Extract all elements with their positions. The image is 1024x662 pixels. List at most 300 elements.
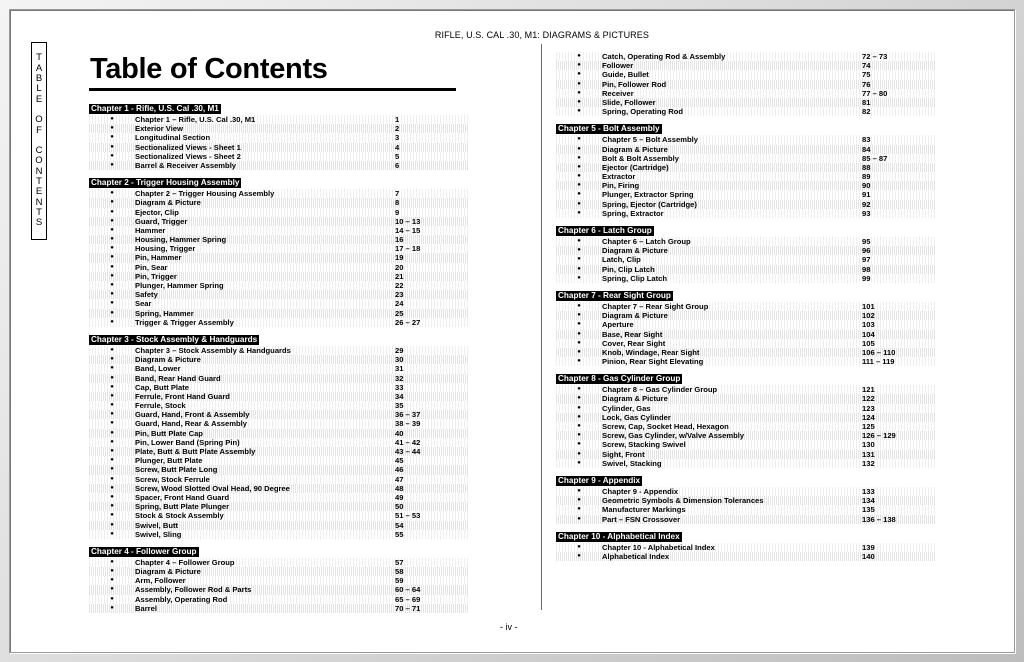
toc-entry[interactable] xyxy=(89,217,469,226)
toc-entry[interactable] xyxy=(556,515,936,524)
toc-entry-label: Lock, Gas Cylinder xyxy=(602,412,671,422)
toc-entry-label: Assembly, Operating Rod xyxy=(135,594,228,604)
toc-entry[interactable] xyxy=(89,226,469,235)
toc-entry[interactable] xyxy=(556,385,936,394)
toc-entry[interactable] xyxy=(89,585,469,594)
toc-entry-page: 126 – 129 xyxy=(862,431,896,441)
side-tab-letter: S xyxy=(35,217,43,229)
bullet-icon: ● xyxy=(110,493,114,500)
bullet-icon: ● xyxy=(110,448,114,454)
bullet-icon: ● xyxy=(110,466,114,473)
bullet-icon: ● xyxy=(577,98,581,105)
toc-entry-label: Pinion, Rear Sight Elevating xyxy=(602,357,704,367)
toc-entry[interactable] xyxy=(556,496,936,505)
bullet-icon: ● xyxy=(577,247,581,254)
bullet-icon: ● xyxy=(577,182,581,189)
toc-entry[interactable] xyxy=(556,459,936,468)
toc-entry-page: 75 xyxy=(862,70,871,80)
toc-entry[interactable] xyxy=(556,348,936,357)
toc-entry[interactable] xyxy=(89,189,469,198)
toc-entry[interactable] xyxy=(89,530,469,539)
toc-entry[interactable] xyxy=(556,552,936,561)
toc-entry[interactable] xyxy=(556,190,936,199)
toc-entry-page: 19 xyxy=(395,253,404,263)
toc-entry-page: 36 – 37 xyxy=(395,410,421,420)
toc-entry[interactable] xyxy=(556,70,936,79)
chapter-heading[interactable]: Chapter 5 - Bolt Assembly xyxy=(558,124,660,134)
bullet-icon: ● xyxy=(577,312,581,319)
toc-entry[interactable] xyxy=(89,493,469,502)
side-tab-letter: B xyxy=(35,73,43,85)
bullet-icon: ● xyxy=(577,163,581,170)
bullet-icon: ● xyxy=(577,395,581,402)
toc-entry-label: Pin, Firing xyxy=(602,181,640,191)
toc-entry-page: 77 – 80 xyxy=(862,88,888,98)
toc-entry-page: 25 xyxy=(395,308,404,318)
chapter-section xyxy=(89,547,469,613)
toc-entry-label: Aperture xyxy=(602,320,634,330)
toc-entry-page: 29 xyxy=(395,345,404,355)
bullet-icon: ● xyxy=(577,145,581,152)
toc-entry-page: 50 xyxy=(395,502,404,512)
toc-entry-page: 132 xyxy=(862,458,875,468)
toc-entry-label: Trigger & Trigger Assembly xyxy=(135,317,234,327)
toc-entry[interactable] xyxy=(89,419,469,428)
toc-entry-page: 35 xyxy=(395,401,404,411)
toc-entry[interactable] xyxy=(89,208,469,217)
page-number: - iv - xyxy=(500,622,518,632)
chapter-section xyxy=(556,226,936,283)
toc-entry[interactable] xyxy=(89,595,469,604)
chapter-heading[interactable]: Chapter 2 - Trigger Housing Assembly xyxy=(91,178,240,188)
toc-entry-page: 6 xyxy=(395,160,400,170)
toc-entry-label: Chapter 4 – Follower Group xyxy=(135,557,235,567)
toc-entry-page: 8 xyxy=(395,198,400,208)
toc-right-column xyxy=(556,52,936,569)
bullet-icon: ● xyxy=(110,116,114,122)
toc-entry-label: Spring, Ejector (Cartridge) xyxy=(602,199,697,209)
toc-entry-page: 34 xyxy=(395,391,404,401)
toc-entry-label: Spring, Hammer xyxy=(135,308,194,318)
toc-entry-label: Swivel, Stacking xyxy=(602,458,662,468)
toc-entry-page: 48 xyxy=(395,483,404,493)
toc-entry-page: 122 xyxy=(862,394,875,404)
chapter-section xyxy=(89,335,469,539)
bullet-icon: ● xyxy=(577,200,581,207)
toc-entry-page: 93 xyxy=(862,208,871,218)
chapter-heading[interactable]: Chapter 3 - Stock Assembly & Handguards xyxy=(91,334,258,344)
toc-entry[interactable] xyxy=(89,152,469,161)
toc-entry-page: 49 xyxy=(395,492,404,502)
toc-entry-label: Diagram & Picture xyxy=(135,198,201,208)
bullet-icon: ● xyxy=(577,404,581,411)
toc-entry[interactable] xyxy=(89,133,469,142)
bullet-icon: ● xyxy=(110,365,114,372)
toc-entry[interactable] xyxy=(556,61,936,70)
bullet-icon: ● xyxy=(577,89,581,96)
toc-entry-page: 106 – 110 xyxy=(862,347,896,357)
bullet-icon: ● xyxy=(110,568,114,575)
bullet-icon: ● xyxy=(577,413,581,420)
toc-entry-label: Ejector (Cartridge) xyxy=(602,162,669,172)
toc-entry-page: 74 xyxy=(862,61,871,71)
toc-entry-page: 85 – 87 xyxy=(862,153,888,163)
toc-entry-page: 101 xyxy=(862,301,875,311)
toc-entry-page: 10 – 13 xyxy=(395,216,421,226)
toc-entry-label: Chapter 9 - Appendix xyxy=(602,486,679,496)
toc-entry[interactable] xyxy=(89,355,469,364)
toc-entry[interactable] xyxy=(556,431,936,440)
bullet-icon: ● xyxy=(110,457,114,464)
toc-entry-label: Chapter 2 – Trigger Housing Assembly xyxy=(135,189,275,199)
bullet-icon: ● xyxy=(577,552,581,559)
toc-entry-label: Catch, Operating Rod & Assembly xyxy=(602,52,726,61)
toc-entry-page: 91 xyxy=(862,190,871,200)
toc-entry-label: Plunger, Extractor Spring xyxy=(602,190,694,200)
toc-entry-page: 76 xyxy=(862,79,871,89)
toc-entry-page: 4 xyxy=(395,142,400,152)
toc-entry-label: Chapter 8 – Gas Cylinder Group xyxy=(602,385,718,395)
toc-entry[interactable] xyxy=(89,374,469,383)
toc-entry[interactable] xyxy=(556,89,936,98)
chapter-heading[interactable]: Chapter 7 - Rear Sight Group xyxy=(558,290,671,300)
toc-entry-page: 32 xyxy=(395,373,404,383)
toc-entry-label: Plunger, Butt Plate xyxy=(135,456,203,466)
toc-entry[interactable] xyxy=(556,265,936,274)
toc-entry[interactable] xyxy=(556,172,936,181)
toc-entry-label: Safety xyxy=(135,290,158,300)
toc-entry-label: Spacer, Front Hand Guard xyxy=(135,492,230,502)
toc-entry-label: Assembly, Follower Rod & Parts xyxy=(135,585,252,595)
toc-entry-page: 98 xyxy=(862,264,871,274)
toc-entry[interactable] xyxy=(556,339,936,348)
toc-entry[interactable] xyxy=(89,299,469,308)
toc-entry-label: Band, Lower xyxy=(135,364,181,374)
bullet-icon: ● xyxy=(577,515,581,522)
toc-entry-label: Barrel & Receiver Assembly xyxy=(135,160,237,170)
toc-entry[interactable] xyxy=(89,401,469,410)
toc-entry[interactable] xyxy=(89,244,469,253)
bullet-icon: ● xyxy=(110,318,114,325)
toc-entry[interactable] xyxy=(556,145,936,154)
toc-entry[interactable] xyxy=(556,302,936,311)
toc-entry-page: 46 xyxy=(395,465,404,475)
toc-entry-label: Sectionalized Views - Sheet 1 xyxy=(135,142,241,152)
toc-entry-page: 43 – 44 xyxy=(395,447,421,456)
bullet-icon: ● xyxy=(110,309,114,316)
toc-entry[interactable] xyxy=(556,320,936,329)
toc-entry-page: 130 xyxy=(862,440,875,450)
toc-entry[interactable] xyxy=(556,357,936,366)
toc-entry[interactable] xyxy=(89,502,469,511)
toc-entry-page: 2 xyxy=(395,124,400,134)
toc-entry[interactable] xyxy=(89,281,469,290)
bullet-icon: ● xyxy=(110,586,114,593)
toc-entry-label: Extractor xyxy=(602,172,636,182)
toc-entry-page: 135 xyxy=(862,505,875,515)
bullet-icon: ● xyxy=(577,506,581,513)
toc-entry[interactable] xyxy=(556,274,936,283)
side-tab-letter: T xyxy=(36,176,42,188)
toc-entry[interactable] xyxy=(556,422,936,431)
toc-entry[interactable] xyxy=(556,413,936,422)
bullet-icon: ● xyxy=(577,487,581,494)
toc-entry[interactable] xyxy=(556,237,936,246)
toc-entry-label: Spring, Extractor xyxy=(602,208,664,218)
bullet-icon: ● xyxy=(577,209,581,216)
toc-entry-label: Slide, Follower xyxy=(602,97,656,107)
chapter-heading[interactable]: Chapter 9 - Appendix xyxy=(558,475,641,485)
toc-entry[interactable] xyxy=(89,392,469,401)
toc-entry-page: 134 xyxy=(862,496,875,506)
toc-entry[interactable] xyxy=(89,456,469,465)
toc-entry[interactable] xyxy=(89,198,469,207)
toc-left-column xyxy=(89,104,469,621)
toc-entry[interactable] xyxy=(89,143,469,152)
toc-entry-page: 58 xyxy=(395,567,404,577)
bullet-icon: ● xyxy=(110,402,114,409)
toc-entry[interactable] xyxy=(556,163,936,172)
bullet-icon: ● xyxy=(110,356,114,363)
toc-entry[interactable] xyxy=(556,246,936,255)
toc-entry-page: 40 xyxy=(395,428,404,438)
toc-entry[interactable] xyxy=(89,511,469,520)
toc-entry-label: Base, Rear Sight xyxy=(602,329,663,339)
toc-entry-label: Screw, Wood Slotted Oval Head, 90 Degree xyxy=(135,483,290,493)
toc-entry[interactable] xyxy=(556,200,936,209)
toc-entry-label: Chapter 10 - Alphabetical Index xyxy=(602,542,715,552)
toc-entry[interactable] xyxy=(556,505,936,514)
toc-entry-label: Plate, Butt & Butt Plate Assembly xyxy=(135,447,256,456)
bullet-icon: ● xyxy=(110,143,114,150)
toc-entry[interactable] xyxy=(89,604,469,613)
side-tab-table-of-contents[interactable] xyxy=(31,42,47,240)
toc-entry[interactable] xyxy=(89,438,469,447)
toc-entry-label: Bolt & Bolt Assembly xyxy=(602,153,679,163)
toc-entry[interactable] xyxy=(89,410,469,419)
toc-entry[interactable] xyxy=(89,309,469,318)
toc-entry[interactable] xyxy=(556,135,936,144)
toc-entry[interactable] xyxy=(89,465,469,474)
toc-entry-label: Arm, Follower xyxy=(135,576,186,586)
bullet-icon: ● xyxy=(110,291,114,298)
toc-entry-page: 131 xyxy=(862,449,875,459)
toc-entry[interactable] xyxy=(556,107,936,116)
chapter-section xyxy=(556,291,936,366)
toc-entry-label: Cap, Butt Plate xyxy=(135,382,190,392)
chapter-heading[interactable]: Chapter 10 - Alphabetical Index xyxy=(558,531,680,541)
bullet-icon: ● xyxy=(110,254,114,261)
toc-entry-page: 60 – 64 xyxy=(395,585,421,595)
bullet-icon: ● xyxy=(110,245,114,252)
chapter-section xyxy=(556,52,936,116)
toc-entry[interactable] xyxy=(556,487,936,496)
side-tab-letter: T xyxy=(36,206,42,218)
toc-entry[interactable] xyxy=(89,115,469,124)
toc-entry-label: Chapter 1 – Rifle, U.S. Cal .30, M1 xyxy=(135,115,256,124)
toc-entry[interactable] xyxy=(89,290,469,299)
chapter-heading[interactable]: Chapter 1 - Rifle, U.S. Cal .30, M1 xyxy=(91,104,219,113)
toc-entry-label: Swivel, Butt xyxy=(135,520,179,530)
side-tab-letter: O xyxy=(35,155,43,167)
toc-entry-label: Chapter 3 – Stock Assembly & Handguards xyxy=(135,345,291,355)
toc-entry[interactable] xyxy=(89,576,469,585)
toc-entry-page: 104 xyxy=(862,329,875,339)
toc-entry[interactable] xyxy=(89,318,469,327)
toc-entry-page: 83 xyxy=(862,135,871,145)
toc-entry-label: Spring, Operating Rod xyxy=(602,107,683,117)
toc-entry[interactable] xyxy=(556,543,936,552)
side-tab-letter: E xyxy=(35,186,43,198)
bullet-icon: ● xyxy=(110,374,114,381)
bullet-icon: ● xyxy=(110,475,114,482)
toc-entry[interactable] xyxy=(89,484,469,493)
toc-entry-page: 123 xyxy=(862,403,875,413)
title-underline xyxy=(89,88,456,91)
toc-entry[interactable] xyxy=(89,521,469,530)
toc-entry[interactable] xyxy=(89,263,469,272)
bullet-icon: ● xyxy=(577,358,581,365)
toc-entry-label: Guard, Hand, Front & Assembly xyxy=(135,410,250,420)
toc-entry-page: 47 xyxy=(395,474,404,484)
toc-entry-label: Diagram & Picture xyxy=(602,246,668,256)
bullet-icon: ● xyxy=(110,208,114,215)
toc-entry[interactable] xyxy=(556,450,936,459)
toc-entry-page: 21 xyxy=(395,271,404,281)
toc-entry-label: Sectionalized Views - Sheet 2 xyxy=(135,151,241,161)
bullet-icon: ● xyxy=(110,217,114,224)
bullet-icon: ● xyxy=(577,330,581,337)
toc-entry-page: 23 xyxy=(395,290,404,300)
toc-entry-label: Ferrule, Front Hand Guard xyxy=(135,391,230,401)
toc-entry-page: 1 xyxy=(395,115,400,124)
toc-entry-page: 99 xyxy=(862,273,871,283)
toc-entry-page: 65 – 69 xyxy=(395,594,421,604)
toc-entry-page: 111 – 119 xyxy=(862,357,895,367)
toc-entry[interactable] xyxy=(556,52,936,61)
bullet-icon: ● xyxy=(577,459,581,466)
bullet-icon: ● xyxy=(110,595,114,602)
toc-entry-label: Spring, Clip Latch xyxy=(602,273,667,283)
toc-entry[interactable] xyxy=(89,567,469,576)
toc-entry-label: Guard, Trigger xyxy=(135,216,188,226)
toc-entry[interactable] xyxy=(556,209,936,218)
toc-entry-label: Cover, Rear Sight xyxy=(602,338,666,348)
bullet-icon: ● xyxy=(110,272,114,279)
chapter-heading[interactable]: Chapter 6 - Latch Group xyxy=(558,226,652,235)
bullet-icon: ● xyxy=(577,321,581,328)
toc-entry[interactable] xyxy=(89,364,469,373)
bullet-icon: ● xyxy=(110,484,114,491)
toc-entry[interactable] xyxy=(556,98,936,107)
toc-entry[interactable] xyxy=(89,124,469,133)
chapter-heading[interactable]: Chapter 4 - Follower Group xyxy=(91,546,197,556)
toc-entry[interactable] xyxy=(89,383,469,392)
toc-entry[interactable] xyxy=(89,475,469,484)
toc-entry[interactable] xyxy=(89,429,469,438)
bullet-icon: ● xyxy=(110,604,114,611)
page-title: Table of Contents xyxy=(90,53,328,85)
document-header-title: RIFLE, U.S. CAL .30, M1: DIAGRAMS & PICTURES xyxy=(434,30,649,40)
toc-entry[interactable] xyxy=(89,447,469,456)
side-tab-letter: F xyxy=(36,124,42,136)
toc-entry-page: 22 xyxy=(395,281,404,290)
toc-entry[interactable] xyxy=(89,253,469,262)
toc-entry[interactable] xyxy=(556,311,936,320)
toc-entry-label: Sear xyxy=(135,299,152,309)
toc-entry-page: 124 xyxy=(862,412,875,422)
toc-entry-page: 121 xyxy=(862,385,875,395)
toc-entry[interactable] xyxy=(556,330,936,339)
side-tab-letter: A xyxy=(35,62,43,74)
chapter-heading[interactable]: Chapter 8 - Gas Cylinder Group xyxy=(558,374,681,384)
toc-entry-page: 105 xyxy=(862,338,875,348)
toc-entry-label: Spring, Butt Plate Plunger xyxy=(135,502,230,512)
toc-entry-page: 57 xyxy=(395,557,404,567)
toc-entry-page: 33 xyxy=(395,382,404,392)
toc-entry[interactable] xyxy=(556,394,936,403)
toc-entry-label: Longitudinal Section xyxy=(135,133,211,143)
toc-entry-label: Pin, Hammer xyxy=(135,253,182,263)
toc-entry[interactable] xyxy=(556,154,936,163)
toc-entry[interactable] xyxy=(556,404,936,413)
toc-entry-label: Diagram & Picture xyxy=(602,394,668,404)
toc-entry-page: 125 xyxy=(862,422,875,431)
bullet-icon: ● xyxy=(110,438,114,445)
bullet-icon: ● xyxy=(577,274,581,281)
toc-entry[interactable] xyxy=(89,161,469,170)
bullet-icon: ● xyxy=(110,236,114,243)
toc-entry-page: 54 xyxy=(395,520,404,530)
toc-entry[interactable] xyxy=(556,255,936,264)
chapter-section xyxy=(556,374,936,468)
column-divider xyxy=(541,44,542,610)
toc-entry-page: 133 xyxy=(862,486,875,496)
bullet-icon: ● xyxy=(110,161,114,168)
chapter-section xyxy=(556,532,936,561)
bullet-icon: ● xyxy=(110,125,114,132)
chapter-section xyxy=(89,178,469,327)
toc-entry-page: 140 xyxy=(862,551,875,561)
toc-entry-label: Diagram & Picture xyxy=(135,355,201,365)
toc-entry-page: 5 xyxy=(395,151,400,161)
toc-entry-page: 51 – 53 xyxy=(395,511,421,521)
bullet-icon: ● xyxy=(577,191,581,198)
toc-entry-label: Pin, Butt Plate Cap xyxy=(135,428,203,438)
toc-entry-label: Diagram & Picture xyxy=(602,144,668,154)
toc-entry-label: Housing, Hammer Spring xyxy=(135,235,227,245)
side-tab-letter: C xyxy=(35,145,43,157)
toc-entry-page: 20 xyxy=(395,262,404,272)
toc-entry-label: Screw, Cap, Socket Head, Hexagon xyxy=(602,422,729,431)
toc-entry[interactable] xyxy=(89,558,469,567)
toc-entry[interactable] xyxy=(89,346,469,355)
toc-entry[interactable] xyxy=(556,181,936,190)
bullet-icon: ● xyxy=(110,300,114,307)
toc-entry-page: 45 xyxy=(395,456,404,466)
toc-entry[interactable] xyxy=(556,80,936,89)
toc-entry-label: Latch, Clip xyxy=(602,255,641,265)
toc-entry[interactable] xyxy=(89,235,469,244)
toc-entry-label: Screw, Gas Cylinder, w/Valve Assembly xyxy=(602,431,745,441)
toc-entry-page: 59 xyxy=(395,576,404,586)
bullet-icon: ● xyxy=(577,302,581,309)
toc-entry[interactable] xyxy=(89,272,469,281)
toc-entry[interactable] xyxy=(556,440,936,449)
toc-entry-page: 103 xyxy=(862,320,875,330)
toc-entry-label: Guide, Bullet xyxy=(602,70,649,80)
toc-entry-page: 16 xyxy=(395,235,404,245)
